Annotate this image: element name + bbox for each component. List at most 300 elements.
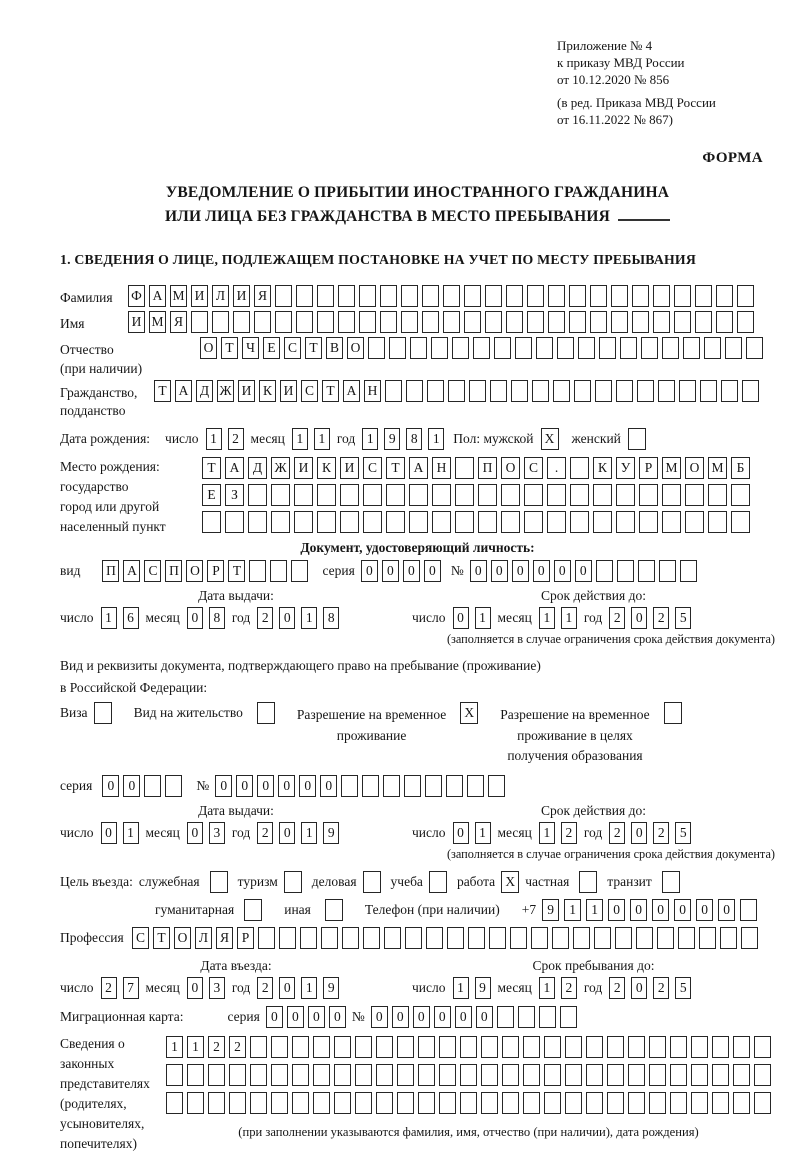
female-checkbox[interactable] <box>628 428 646 450</box>
char-cell[interactable]: 0 <box>371 1006 388 1028</box>
char-cell[interactable] <box>362 775 379 797</box>
char-cell[interactable] <box>250 1036 267 1058</box>
char-cell[interactable]: Д <box>248 457 267 479</box>
char-cell[interactable] <box>659 560 676 582</box>
char-cell[interactable] <box>649 1064 666 1086</box>
char-cell[interactable] <box>607 1036 624 1058</box>
char-cell[interactable] <box>565 1092 582 1114</box>
char-cell[interactable]: 0 <box>101 822 117 844</box>
char-cell[interactable] <box>225 511 244 533</box>
char-cell[interactable] <box>426 927 443 949</box>
char-cell[interactable]: 9 <box>475 977 491 999</box>
char-cell[interactable] <box>502 1092 519 1114</box>
char-cell[interactable]: 1 <box>428 428 444 450</box>
iddoc-issue-year-cells[interactable] <box>257 607 339 629</box>
char-cell[interactable]: А <box>175 380 192 402</box>
char-cell[interactable] <box>355 1036 372 1058</box>
char-cell[interactable] <box>569 285 586 307</box>
char-cell[interactable]: П <box>165 560 182 582</box>
char-cell[interactable]: 1 <box>539 977 555 999</box>
char-cell[interactable] <box>229 1092 246 1114</box>
char-cell[interactable] <box>704 337 721 359</box>
char-cell[interactable]: И <box>191 285 208 307</box>
char-cell[interactable] <box>355 1092 372 1114</box>
char-cell[interactable] <box>313 1064 330 1086</box>
char-cell[interactable]: О <box>200 337 217 359</box>
char-cell[interactable] <box>539 1006 556 1028</box>
iddoc-number-cells[interactable] <box>470 560 697 582</box>
char-cell[interactable]: 0 <box>279 822 295 844</box>
char-cell[interactable]: 9 <box>384 428 400 450</box>
purpose-business-checkbox[interactable] <box>363 871 381 893</box>
char-cell[interactable] <box>294 511 313 533</box>
char-cell[interactable] <box>553 380 570 402</box>
char-cell[interactable]: Т <box>305 337 322 359</box>
char-cell[interactable] <box>275 285 292 307</box>
char-cell[interactable] <box>524 511 543 533</box>
char-cell[interactable] <box>740 899 757 921</box>
char-cell[interactable] <box>271 1036 288 1058</box>
char-cell[interactable] <box>607 1064 624 1086</box>
char-cell[interactable]: 5 <box>675 607 691 629</box>
char-cell[interactable] <box>653 311 670 333</box>
iddoc-issue-month-cells[interactable] <box>187 607 225 629</box>
char-cell[interactable]: 0 <box>123 775 140 797</box>
char-cell[interactable] <box>754 1064 771 1086</box>
representatives-row1-cells[interactable] <box>166 1036 771 1058</box>
char-cell[interactable]: А <box>225 457 244 479</box>
resdoc-issue-month-cells[interactable] <box>187 822 225 844</box>
char-cell[interactable]: Р <box>207 560 224 582</box>
char-cell[interactable] <box>481 1092 498 1114</box>
char-cell[interactable]: 0 <box>631 822 647 844</box>
entry-day-cells[interactable] <box>101 977 139 999</box>
char-cell[interactable] <box>212 311 229 333</box>
char-cell[interactable] <box>596 560 613 582</box>
char-cell[interactable] <box>397 1064 414 1086</box>
iddoc-valid-month-cells[interactable] <box>539 607 577 629</box>
char-cell[interactable] <box>611 285 628 307</box>
char-cell[interactable] <box>291 560 308 582</box>
migcard-number-cells[interactable] <box>371 1006 577 1028</box>
char-cell[interactable] <box>368 337 385 359</box>
char-cell[interactable] <box>271 1092 288 1114</box>
char-cell[interactable] <box>632 311 649 333</box>
char-cell[interactable]: 1 <box>561 607 577 629</box>
char-cell[interactable] <box>611 311 628 333</box>
char-cell[interactable]: 0 <box>102 775 119 797</box>
migcard-series-cells[interactable] <box>266 1006 346 1028</box>
char-cell[interactable] <box>628 1036 645 1058</box>
iddoc-series-cells[interactable] <box>361 560 441 582</box>
char-cell[interactable] <box>695 285 712 307</box>
char-cell[interactable] <box>746 337 763 359</box>
char-cell[interactable]: 1 <box>123 822 139 844</box>
char-cell[interactable]: 0 <box>674 899 691 921</box>
temp-residence-education-checkbox[interactable] <box>664 702 682 724</box>
birthplace-row2-cells[interactable] <box>202 484 750 506</box>
char-cell[interactable]: 0 <box>187 822 203 844</box>
char-cell[interactable]: 0 <box>287 1006 304 1028</box>
char-cell[interactable] <box>547 484 566 506</box>
char-cell[interactable] <box>628 1092 645 1114</box>
char-cell[interactable]: 0 <box>652 899 669 921</box>
char-cell[interactable] <box>248 511 267 533</box>
char-cell[interactable]: 0 <box>266 1006 283 1028</box>
char-cell[interactable]: И <box>128 311 145 333</box>
char-cell[interactable] <box>460 1036 477 1058</box>
char-cell[interactable]: М <box>170 285 187 307</box>
char-cell[interactable] <box>447 927 464 949</box>
char-cell[interactable] <box>557 337 574 359</box>
char-cell[interactable]: О <box>501 457 520 479</box>
char-cell[interactable] <box>467 775 484 797</box>
char-cell[interactable] <box>270 560 287 582</box>
char-cell[interactable]: 0 <box>554 560 571 582</box>
char-cell[interactable]: 1 <box>314 428 330 450</box>
char-cell[interactable] <box>233 311 250 333</box>
char-cell[interactable] <box>187 1064 204 1086</box>
char-cell[interactable]: 0 <box>278 775 295 797</box>
char-cell[interactable] <box>144 775 161 797</box>
char-cell[interactable] <box>334 1064 351 1086</box>
char-cell[interactable] <box>443 285 460 307</box>
char-cell[interactable] <box>340 511 359 533</box>
purpose-transit-checkbox[interactable] <box>662 871 680 893</box>
char-cell[interactable] <box>355 1064 372 1086</box>
char-cell[interactable] <box>497 1006 514 1028</box>
char-cell[interactable] <box>254 311 271 333</box>
char-cell[interactable]: 0 <box>257 775 274 797</box>
char-cell[interactable]: Т <box>221 337 238 359</box>
char-cell[interactable] <box>506 285 523 307</box>
char-cell[interactable] <box>271 484 290 506</box>
char-cell[interactable] <box>409 511 428 533</box>
char-cell[interactable] <box>317 285 334 307</box>
representatives-row3-cells[interactable] <box>166 1092 771 1114</box>
char-cell[interactable] <box>439 1064 456 1086</box>
char-cell[interactable]: Е <box>202 484 221 506</box>
char-cell[interactable]: И <box>238 380 255 402</box>
char-cell[interactable] <box>446 775 463 797</box>
char-cell[interactable] <box>292 1092 309 1114</box>
char-cell[interactable] <box>376 1064 393 1086</box>
char-cell[interactable]: 8 <box>209 607 225 629</box>
char-cell[interactable] <box>716 311 733 333</box>
char-cell[interactable] <box>699 927 716 949</box>
char-cell[interactable] <box>662 484 681 506</box>
char-cell[interactable]: Т <box>154 380 171 402</box>
char-cell[interactable] <box>455 457 474 479</box>
char-cell[interactable] <box>455 511 474 533</box>
resdoc-issue-day-cells[interactable] <box>101 822 139 844</box>
char-cell[interactable] <box>570 511 589 533</box>
char-cell[interactable] <box>741 927 758 949</box>
char-cell[interactable]: 0 <box>299 775 316 797</box>
char-cell[interactable]: 0 <box>533 560 550 582</box>
male-checkbox[interactable]: X <box>541 428 559 450</box>
char-cell[interactable] <box>590 311 607 333</box>
phone-cells[interactable] <box>542 899 757 921</box>
char-cell[interactable]: 2 <box>561 977 577 999</box>
char-cell[interactable] <box>300 927 317 949</box>
char-cell[interactable] <box>737 285 754 307</box>
char-cell[interactable] <box>405 927 422 949</box>
char-cell[interactable] <box>389 337 406 359</box>
char-cell[interactable] <box>586 1036 603 1058</box>
char-cell[interactable] <box>620 337 637 359</box>
char-cell[interactable] <box>593 511 612 533</box>
char-cell[interactable] <box>363 484 382 506</box>
char-cell[interactable] <box>275 311 292 333</box>
char-cell[interactable]: 1 <box>362 428 378 450</box>
iddoc-kind-cells[interactable] <box>102 560 308 582</box>
char-cell[interactable]: 0 <box>631 607 647 629</box>
char-cell[interactable] <box>422 285 439 307</box>
char-cell[interactable]: 0 <box>361 560 378 582</box>
char-cell[interactable] <box>731 511 750 533</box>
char-cell[interactable]: 0 <box>630 899 647 921</box>
char-cell[interactable] <box>641 337 658 359</box>
char-cell[interactable] <box>481 1036 498 1058</box>
char-cell[interactable]: К <box>593 457 612 479</box>
char-cell[interactable] <box>359 285 376 307</box>
char-cell[interactable] <box>548 285 565 307</box>
char-cell[interactable] <box>468 927 485 949</box>
char-cell[interactable] <box>523 1092 540 1114</box>
char-cell[interactable] <box>531 927 548 949</box>
char-cell[interactable]: 0 <box>453 607 469 629</box>
char-cell[interactable] <box>628 1064 645 1086</box>
char-cell[interactable]: Я <box>170 311 187 333</box>
char-cell[interactable] <box>616 511 635 533</box>
char-cell[interactable]: 1 <box>475 822 491 844</box>
char-cell[interactable] <box>674 285 691 307</box>
char-cell[interactable] <box>737 311 754 333</box>
char-cell[interactable]: 0 <box>215 775 232 797</box>
char-cell[interactable]: Е <box>263 337 280 359</box>
char-cell[interactable] <box>165 775 182 797</box>
char-cell[interactable] <box>754 1036 771 1058</box>
char-cell[interactable] <box>518 1006 535 1028</box>
char-cell[interactable] <box>617 560 634 582</box>
char-cell[interactable] <box>473 337 490 359</box>
char-cell[interactable]: Р <box>237 927 254 949</box>
char-cell[interactable] <box>386 484 405 506</box>
char-cell[interactable]: С <box>284 337 301 359</box>
char-cell[interactable] <box>191 311 208 333</box>
char-cell[interactable]: 2 <box>609 607 625 629</box>
char-cell[interactable]: К <box>317 457 336 479</box>
char-cell[interactable] <box>202 511 221 533</box>
firstname-cells[interactable] <box>128 311 754 333</box>
char-cell[interactable] <box>409 484 428 506</box>
char-cell[interactable] <box>578 337 595 359</box>
char-cell[interactable] <box>683 337 700 359</box>
char-cell[interactable]: 0 <box>453 822 469 844</box>
char-cell[interactable]: 1 <box>206 428 222 450</box>
char-cell[interactable] <box>418 1092 435 1114</box>
char-cell[interactable]: Р <box>639 457 658 479</box>
char-cell[interactable] <box>404 775 421 797</box>
char-cell[interactable] <box>187 1092 204 1114</box>
purpose-other-checkbox[interactable] <box>325 899 343 921</box>
char-cell[interactable]: З <box>225 484 244 506</box>
char-cell[interactable] <box>636 927 653 949</box>
char-cell[interactable]: 0 <box>631 977 647 999</box>
residence-permit-checkbox[interactable] <box>257 702 275 724</box>
char-cell[interactable] <box>639 511 658 533</box>
char-cell[interactable] <box>385 380 402 402</box>
char-cell[interactable] <box>432 484 451 506</box>
char-cell[interactable] <box>376 1036 393 1058</box>
char-cell[interactable] <box>489 927 506 949</box>
char-cell[interactable]: 0 <box>187 607 203 629</box>
char-cell[interactable] <box>250 1064 267 1086</box>
char-cell[interactable] <box>317 311 334 333</box>
char-cell[interactable] <box>501 511 520 533</box>
char-cell[interactable] <box>721 380 738 402</box>
char-cell[interactable]: 0 <box>470 560 487 582</box>
char-cell[interactable]: Л <box>195 927 212 949</box>
char-cell[interactable] <box>478 511 497 533</box>
char-cell[interactable] <box>570 457 589 479</box>
char-cell[interactable]: Я <box>254 285 271 307</box>
char-cell[interactable] <box>166 1092 183 1114</box>
char-cell[interactable] <box>653 285 670 307</box>
char-cell[interactable] <box>573 927 590 949</box>
char-cell[interactable]: Т <box>322 380 339 402</box>
char-cell[interactable] <box>317 484 336 506</box>
char-cell[interactable] <box>632 285 649 307</box>
char-cell[interactable]: 2 <box>609 822 625 844</box>
char-cell[interactable]: 1 <box>101 607 117 629</box>
char-cell[interactable] <box>708 511 727 533</box>
char-cell[interactable]: 2 <box>609 977 625 999</box>
char-cell[interactable]: Л <box>212 285 229 307</box>
char-cell[interactable]: 0 <box>382 560 399 582</box>
char-cell[interactable]: 0 <box>434 1006 451 1028</box>
char-cell[interactable]: И <box>340 457 359 479</box>
birth-day-cells[interactable] <box>206 428 244 450</box>
char-cell[interactable] <box>607 1092 624 1114</box>
char-cell[interactable] <box>464 311 481 333</box>
char-cell[interactable]: К <box>259 380 276 402</box>
char-cell[interactable]: Д <box>196 380 213 402</box>
char-cell[interactable]: 1 <box>453 977 469 999</box>
purpose-work-checkbox[interactable]: X <box>501 871 519 893</box>
char-cell[interactable] <box>485 311 502 333</box>
char-cell[interactable] <box>712 1036 729 1058</box>
char-cell[interactable]: 5 <box>675 977 691 999</box>
birthplace-row1-cells[interactable] <box>202 457 750 479</box>
char-cell[interactable] <box>250 1092 267 1114</box>
char-cell[interactable] <box>680 560 697 582</box>
char-cell[interactable]: 0 <box>718 899 735 921</box>
char-cell[interactable]: А <box>123 560 140 582</box>
citizenship-cells[interactable] <box>154 380 759 402</box>
char-cell[interactable]: 2 <box>257 822 273 844</box>
char-cell[interactable] <box>565 1036 582 1058</box>
char-cell[interactable]: 0 <box>187 977 203 999</box>
char-cell[interactable] <box>532 380 549 402</box>
char-cell[interactable]: 1 <box>564 899 581 921</box>
char-cell[interactable]: О <box>174 927 191 949</box>
char-cell[interactable] <box>586 1064 603 1086</box>
char-cell[interactable] <box>712 1092 729 1114</box>
char-cell[interactable] <box>733 1036 750 1058</box>
char-cell[interactable] <box>292 1036 309 1058</box>
char-cell[interactable] <box>313 1036 330 1058</box>
char-cell[interactable] <box>574 380 591 402</box>
char-cell[interactable] <box>599 337 616 359</box>
char-cell[interactable]: О <box>685 457 704 479</box>
resdoc-number-cells[interactable] <box>215 775 505 797</box>
char-cell[interactable]: С <box>363 457 382 479</box>
char-cell[interactable]: 0 <box>320 775 337 797</box>
char-cell[interactable]: Ч <box>242 337 259 359</box>
char-cell[interactable] <box>439 1092 456 1114</box>
char-cell[interactable]: Т <box>153 927 170 949</box>
char-cell[interactable]: 6 <box>123 607 139 629</box>
char-cell[interactable] <box>443 311 460 333</box>
surname-cells[interactable] <box>128 285 754 307</box>
char-cell[interactable] <box>427 380 444 402</box>
char-cell[interactable]: 0 <box>308 1006 325 1028</box>
char-cell[interactable]: Ж <box>271 457 290 479</box>
char-cell[interactable] <box>725 337 742 359</box>
char-cell[interactable]: 1 <box>301 822 317 844</box>
entry-month-cells[interactable] <box>187 977 225 999</box>
char-cell[interactable] <box>586 1092 603 1114</box>
char-cell[interactable] <box>594 927 611 949</box>
char-cell[interactable]: А <box>409 457 428 479</box>
char-cell[interactable]: Б <box>731 457 750 479</box>
char-cell[interactable] <box>649 1092 666 1114</box>
char-cell[interactable] <box>712 1064 729 1086</box>
char-cell[interactable]: 1 <box>475 607 491 629</box>
char-cell[interactable] <box>691 1092 708 1114</box>
char-cell[interactable]: 5 <box>675 822 691 844</box>
char-cell[interactable] <box>410 337 427 359</box>
char-cell[interactable]: С <box>132 927 149 949</box>
char-cell[interactable]: 8 <box>406 428 422 450</box>
char-cell[interactable] <box>460 1064 477 1086</box>
char-cell[interactable] <box>536 337 553 359</box>
iddoc-valid-year-cells[interactable] <box>609 607 691 629</box>
char-cell[interactable] <box>695 311 712 333</box>
char-cell[interactable]: 0 <box>413 1006 430 1028</box>
char-cell[interactable] <box>271 1064 288 1086</box>
char-cell[interactable] <box>565 1064 582 1086</box>
char-cell[interactable] <box>431 337 448 359</box>
char-cell[interactable]: 1 <box>292 428 308 450</box>
char-cell[interactable] <box>720 927 737 949</box>
resdoc-series-cells[interactable] <box>102 775 182 797</box>
char-cell[interactable]: 9 <box>323 822 339 844</box>
char-cell[interactable]: О <box>186 560 203 582</box>
char-cell[interactable]: П <box>102 560 119 582</box>
iddoc-valid-day-cells[interactable] <box>453 607 491 629</box>
char-cell[interactable] <box>292 1064 309 1086</box>
char-cell[interactable]: Т <box>228 560 245 582</box>
char-cell[interactable]: И <box>280 380 297 402</box>
char-cell[interactable]: С <box>524 457 543 479</box>
char-cell[interactable] <box>397 1036 414 1058</box>
char-cell[interactable] <box>615 927 632 949</box>
char-cell[interactable] <box>754 1092 771 1114</box>
char-cell[interactable]: 0 <box>455 1006 472 1028</box>
